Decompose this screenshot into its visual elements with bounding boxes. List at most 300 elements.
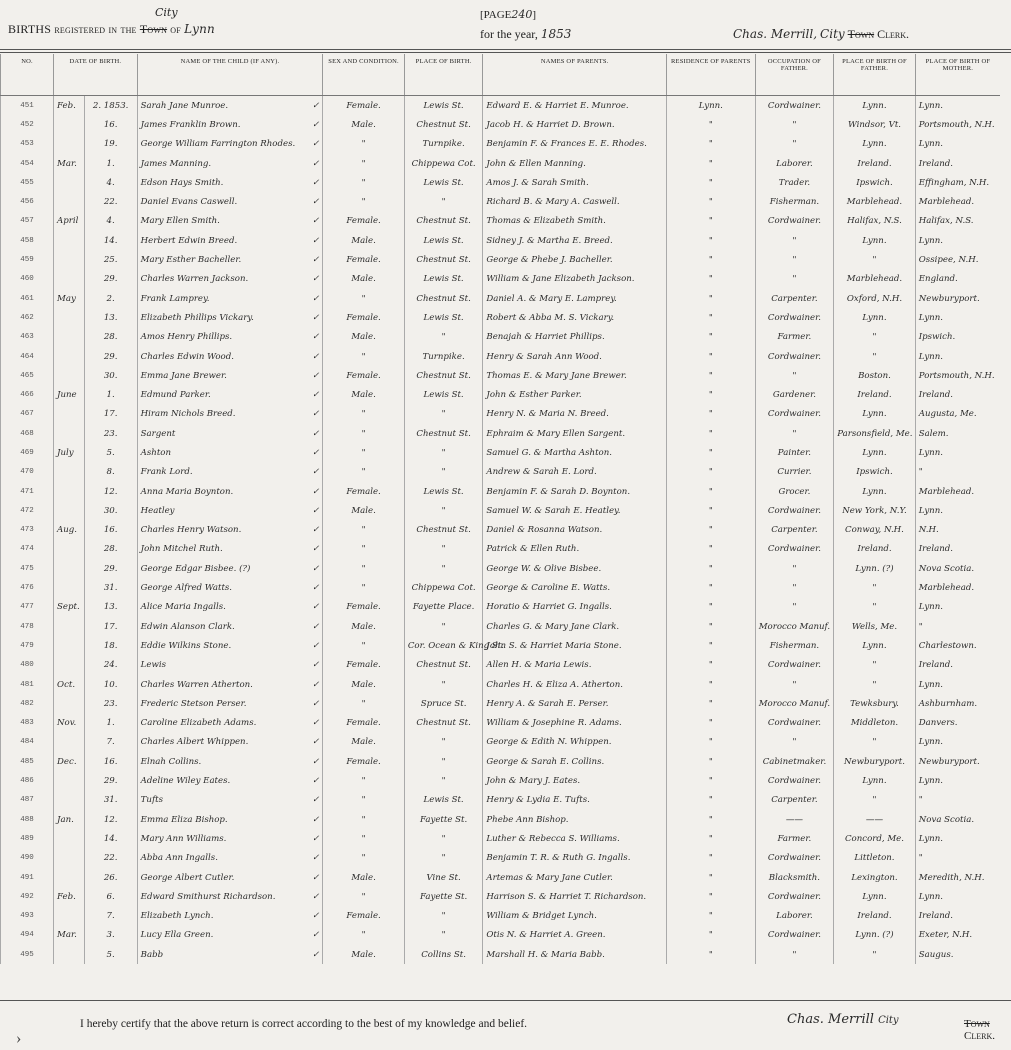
birth-day: 14. [84, 829, 137, 848]
birth-month [54, 791, 85, 810]
mother-birthplace: Lynn. [915, 308, 1000, 327]
father-birthplace: Lynn. [834, 887, 916, 906]
father-occupation: " [755, 115, 834, 134]
father-occupation: Cordwainer. [755, 501, 834, 520]
birth-month [54, 636, 85, 655]
check-mark: ✓ [312, 177, 320, 188]
birth-month [54, 250, 85, 269]
check-mark: ✓ [312, 718, 320, 729]
child-name: Elizabeth Phillips Vickary. [140, 312, 254, 323]
parents-names: Luther & Rebecca S. Williams. [483, 829, 667, 848]
birth-month [54, 906, 85, 925]
residence: " [666, 887, 755, 906]
residence: " [666, 675, 755, 694]
residence: " [666, 733, 755, 752]
mother-birthplace: Marblehead. [915, 482, 1000, 501]
child-name: Edmund Parker. [140, 390, 211, 401]
table-row [1, 443, 1001, 462]
birth-month [54, 501, 85, 520]
parents-names: Henry A. & Sarah E. Perser. [483, 694, 667, 713]
father-birthplace: Concord, Me. [834, 829, 916, 848]
parents-names: Daniel A. & Mary E. Lamprey. [483, 289, 667, 308]
child-name: Frank Lord. [140, 467, 193, 478]
father-birthplace: " [834, 791, 916, 810]
parents-names: Benajah & Harriet Phillips. [483, 328, 667, 347]
row-number: 463 [1, 328, 54, 347]
father-birthplace: Lynn. (?) [834, 559, 916, 578]
parents-names: George & Edith N. Whippen. [483, 733, 667, 752]
row-number: 458 [1, 231, 54, 250]
birth-day: 8. [84, 463, 137, 482]
col-sex: SEX AND CONDITION. [323, 54, 405, 96]
birth-month [54, 308, 85, 327]
child-name-cell [137, 733, 323, 752]
table-row [1, 347, 1001, 366]
table-row [1, 212, 1001, 231]
birth-day: 2. 1853. [84, 96, 137, 116]
sex-condition: " [323, 154, 405, 173]
father-birthplace: —— [834, 810, 916, 829]
child-name: Edson Hays Smith. [140, 177, 224, 188]
father-birthplace: Boston. [834, 366, 916, 385]
check-mark: ✓ [312, 756, 320, 767]
birth-day: 5. [84, 443, 137, 462]
row-number: 490 [1, 849, 54, 868]
mother-birthplace: Lynn. [915, 829, 1000, 848]
residence: " [666, 752, 755, 771]
mother-birthplace: Lynn. [915, 135, 1000, 154]
father-occupation: Cordwainer. [755, 849, 834, 868]
sex-condition: Male. [323, 501, 405, 520]
col-date: DATE OF BIRTH. [54, 54, 138, 96]
father-occupation: " [755, 675, 834, 694]
mother-birthplace: Ossipee, N.H. [915, 250, 1000, 269]
place-of-birth: " [404, 328, 483, 347]
father-occupation: " [755, 270, 834, 289]
child-name: George Alfred Watts. [140, 583, 233, 594]
check-mark: ✓ [312, 737, 320, 748]
residence: " [666, 849, 755, 868]
sex-condition: " [323, 829, 405, 848]
child-name-cell [137, 308, 323, 327]
child-name: Heatley [140, 505, 175, 516]
birth-day: 13. [84, 308, 137, 327]
child-name-cell [137, 791, 323, 810]
year-value: 1853 [540, 27, 572, 41]
residence: " [666, 192, 755, 211]
births-label: BIRTHS registered in the [8, 22, 137, 36]
check-mark: ✓ [312, 679, 320, 690]
father-occupation: Trader. [755, 173, 834, 192]
table-row [1, 945, 1001, 964]
child-name: Charles Warren Atherton. [140, 679, 253, 690]
mother-birthplace: Ipswich. [915, 328, 1000, 347]
birth-day: 14. [84, 231, 137, 250]
child-name: Amos Henry Phillips. [140, 332, 233, 343]
birth-day: 30. [84, 366, 137, 385]
father-birthplace: " [834, 675, 916, 694]
child-name-cell [137, 115, 323, 134]
child-name-cell [137, 945, 323, 964]
child-name: Frank Lamprey. [140, 293, 210, 304]
child-name-cell [137, 578, 323, 597]
sex-condition: Male. [323, 868, 405, 887]
page-number: 240 [511, 8, 533, 21]
parents-names: Patrick & Ellen Ruth. [483, 540, 667, 559]
child-name-cell [137, 521, 323, 540]
table-row [1, 385, 1001, 404]
place-of-birth: Lewis St. [404, 482, 483, 501]
birth-day: 13. [84, 598, 137, 617]
check-mark: ✓ [312, 833, 320, 844]
check-mark: ✓ [312, 776, 320, 787]
residence: " [666, 578, 755, 597]
parents-names: Amos J. & Sarah Smith. [483, 173, 667, 192]
birth-month [54, 135, 85, 154]
child-name-cell [137, 810, 323, 829]
birth-month [54, 617, 85, 636]
residence: " [666, 173, 755, 192]
place-of-birth: Chestnut St. [404, 521, 483, 540]
birth-day: 28. [84, 328, 137, 347]
check-mark: ✓ [312, 891, 320, 902]
residence: " [666, 250, 755, 269]
father-occupation: Currier. [755, 463, 834, 482]
birth-day: 31. [84, 791, 137, 810]
child-name-cell [137, 443, 323, 462]
table-row [1, 424, 1001, 443]
place-of-birth: " [404, 405, 483, 424]
col-place: PLACE OF BIRTH. [404, 54, 483, 96]
check-mark: ✓ [312, 505, 320, 516]
father-birthplace: " [834, 945, 916, 964]
place-of-birth: Spruce St. [404, 694, 483, 713]
birth-day: 19. [84, 135, 137, 154]
parents-names: Samuel G. & Martha Ashton. [483, 443, 667, 462]
birth-month: Sept. [54, 598, 85, 617]
sex-condition: Female. [323, 308, 405, 327]
place-of-birth: Chestnut St. [404, 289, 483, 308]
mother-birthplace: Marblehead. [915, 578, 1000, 597]
check-mark: ✓ [312, 583, 320, 594]
parents-names: Ephraim & Mary Ellen Sargent. [483, 424, 667, 443]
father-occupation: Cordwainer. [755, 308, 834, 327]
child-name-cell [137, 250, 323, 269]
check-mark: ✓ [312, 698, 320, 709]
mother-birthplace: Ireland. [915, 906, 1000, 925]
father-occupation: Cordwainer. [755, 347, 834, 366]
birth-day: 2. [84, 289, 137, 308]
parents-names: Thomas E. & Mary Jane Brewer. [483, 366, 667, 385]
mother-birthplace: " [915, 849, 1000, 868]
table-row [1, 868, 1001, 887]
residence: " [666, 868, 755, 887]
sex-condition: " [323, 636, 405, 655]
residence: " [666, 559, 755, 578]
birth-month [54, 366, 85, 385]
row-number: 461 [1, 289, 54, 308]
row-number: 465 [1, 366, 54, 385]
father-occupation: " [755, 366, 834, 385]
birth-day: 7. [84, 733, 137, 752]
father-occupation: " [755, 135, 834, 154]
birth-month [54, 463, 85, 482]
check-mark: ✓ [312, 428, 320, 439]
place-of-birth: Chestnut St. [404, 656, 483, 675]
table-row [1, 771, 1001, 790]
child-name: Alice Maria Ingalls. [140, 602, 226, 613]
table-row [1, 270, 1001, 289]
page-number-label: [PAGE240] [480, 8, 537, 21]
table-row [1, 675, 1001, 694]
child-name-cell [137, 289, 323, 308]
parents-names: George & Phebe J. Bacheller. [483, 250, 667, 269]
residence: " [666, 443, 755, 462]
row-number: 491 [1, 868, 54, 887]
child-name: Sarah Jane Munroe. [140, 100, 229, 111]
child-name: Charles Henry Watson. [140, 525, 242, 536]
top-rule-2 [0, 52, 1011, 53]
parents-names: Harrison S. & Harriet T. Richardson. [483, 887, 667, 906]
child-name-cell [137, 656, 323, 675]
birth-month [54, 115, 85, 134]
parents-names: Robert & Abba M. S. Vickary. [483, 308, 667, 327]
child-name-cell [137, 154, 323, 173]
child-name: James Manning. [140, 158, 212, 169]
row-number: 459 [1, 250, 54, 269]
row-number: 464 [1, 347, 54, 366]
residence: " [666, 636, 755, 655]
birth-day: 25. [84, 250, 137, 269]
clerk-label: Clerk. [877, 27, 909, 41]
child-name: Elnah Collins. [140, 756, 202, 767]
birth-day: 16. [84, 752, 137, 771]
place-of-birth: " [404, 771, 483, 790]
parents-names: Edward E. & Harriet E. Munroe. [483, 96, 667, 116]
birth-day: 16. [84, 115, 137, 134]
mother-birthplace: Meredith, N.H. [915, 868, 1000, 887]
certification-text: I hereby certify that the above return is correct according to the best of my knowledge and belief. [80, 1018, 528, 1030]
father-occupation: Cordwainer. [755, 926, 834, 945]
check-mark: ✓ [312, 274, 320, 285]
check-mark: ✓ [312, 100, 320, 111]
check-mark: ✓ [312, 486, 320, 497]
birth-day: 22. [84, 849, 137, 868]
check-mark: ✓ [312, 814, 320, 825]
row-number: 483 [1, 714, 54, 733]
residence: " [666, 270, 755, 289]
child-name: Mary Ellen Smith. [140, 216, 220, 227]
table-row [1, 906, 1001, 925]
clerk-town-struck: Town [847, 27, 875, 41]
sex-condition: " [323, 443, 405, 462]
bottom-rule [0, 1000, 1011, 1001]
city-inserted: City [155, 6, 178, 19]
mother-birthplace: Lynn. [915, 501, 1000, 520]
father-birthplace: Oxford, N.H. [834, 289, 916, 308]
birth-day: 1. [84, 154, 137, 173]
child-name: Caroline Elizabeth Adams. [140, 718, 257, 729]
birth-day: 17. [84, 617, 137, 636]
place-of-birth: Lewis St. [404, 791, 483, 810]
father-birthplace: Lexington. [834, 868, 916, 887]
sex-condition: " [323, 559, 405, 578]
row-number: 452 [1, 115, 54, 134]
mother-birthplace: Ireland. [915, 656, 1000, 675]
birth-month: Feb. [54, 887, 85, 906]
residence: " [666, 521, 755, 540]
child-name: Charles Warren Jackson. [140, 274, 249, 285]
child-name-cell [137, 829, 323, 848]
check-mark: ✓ [312, 370, 320, 381]
top-rule [0, 49, 1011, 50]
place-of-birth: Collins St. [404, 945, 483, 964]
parents-names: Daniel & Rosanna Watson. [483, 521, 667, 540]
child-name: James Franklin Brown. [140, 119, 241, 130]
parents-names: Henry & Sarah Ann Wood. [483, 347, 667, 366]
place-of-birth: " [404, 733, 483, 752]
father-birthplace: Halifax, N.S. [834, 212, 916, 231]
father-birthplace: Lynn. [834, 636, 916, 655]
birth-day: 3. [84, 926, 137, 945]
sex-condition: Female. [323, 366, 405, 385]
check-mark: ✓ [312, 621, 320, 632]
table-row [1, 231, 1001, 250]
row-number: 466 [1, 385, 54, 404]
row-number: 454 [1, 154, 54, 173]
place-of-birth: Lewis St. [404, 270, 483, 289]
parents-names: Richard B. & Mary A. Caswell. [483, 192, 667, 211]
father-occupation: Gardener. [755, 385, 834, 404]
row-number: 495 [1, 945, 54, 964]
father-birthplace: Ipswich. [834, 463, 916, 482]
father-birthplace: " [834, 250, 916, 269]
father-occupation: " [755, 945, 834, 964]
check-mark: ✓ [312, 235, 320, 246]
father-birthplace: Middleton. [834, 714, 916, 733]
table-row [1, 926, 1001, 945]
father-birthplace: " [834, 656, 916, 675]
sex-condition: " [323, 578, 405, 597]
col-name: NAME OF THE CHILD (IF ANY). [137, 54, 323, 96]
child-name-cell [137, 906, 323, 925]
sex-condition: " [323, 192, 405, 211]
sex-condition: Female. [323, 250, 405, 269]
father-birthplace: New York, N.Y. [834, 501, 916, 520]
parents-names: George & Caroline E. Watts. [483, 578, 667, 597]
father-birthplace: Lynn. [834, 96, 916, 116]
birth-day: 30. [84, 501, 137, 520]
sex-condition: " [323, 771, 405, 790]
parents-names: Benjamin F. & Sarah D. Boynton. [483, 482, 667, 501]
child-name-cell [137, 598, 323, 617]
parents-names: Artemas & Mary Jane Cutler. [483, 868, 667, 887]
father-birthplace: Ireland. [834, 906, 916, 925]
father-occupation: Fisherman. [755, 636, 834, 655]
residence: " [666, 906, 755, 925]
birth-day: 1. [84, 385, 137, 404]
birth-month [54, 945, 85, 964]
check-mark: ✓ [312, 351, 320, 362]
mother-birthplace: Exeter, N.H. [915, 926, 1000, 945]
parents-names: Phebe Ann Bishop. [483, 810, 667, 829]
child-name: Lewis [140, 660, 166, 671]
father-birthplace: Littleton. [834, 849, 916, 868]
birth-month [54, 424, 85, 443]
row-number: 477 [1, 598, 54, 617]
child-name: Edward Smithurst Richardson. [140, 891, 276, 902]
table-row [1, 598, 1001, 617]
place-of-birth: Chippewa Cot. [404, 578, 483, 597]
birth-month [54, 173, 85, 192]
row-number: 451 [1, 96, 54, 116]
child-name-cell [137, 173, 323, 192]
sex-condition: " [323, 791, 405, 810]
residence: " [666, 829, 755, 848]
birth-day: 29. [84, 559, 137, 578]
child-name-cell [137, 694, 323, 713]
father-birthplace: Lynn. [834, 482, 916, 501]
residence: " [666, 501, 755, 520]
father-birthplace: Lynn. [834, 405, 916, 424]
residence: " [666, 656, 755, 675]
child-name: George Albert Cutler. [140, 872, 235, 883]
child-name-cell [137, 405, 323, 424]
residence: " [666, 289, 755, 308]
mother-birthplace: Lynn. [915, 231, 1000, 250]
birth-month [54, 482, 85, 501]
row-number: 481 [1, 675, 54, 694]
father-occupation: " [755, 559, 834, 578]
sex-condition: Male. [323, 617, 405, 636]
town-struck: Town [139, 22, 168, 36]
place-of-birth: Lewis St. [404, 231, 483, 250]
parents-names: Thomas & Elizabeth Smith. [483, 212, 667, 231]
margin-mark: › [16, 1030, 22, 1047]
parents-names: John & Mary J. Eates. [483, 771, 667, 790]
father-birthplace: Marblehead. [834, 270, 916, 289]
mother-birthplace: Lynn. [915, 347, 1000, 366]
birth-month [54, 578, 85, 597]
child-name-cell [137, 192, 323, 211]
table-row [1, 656, 1001, 675]
parents-names: William & Josephine R. Adams. [483, 714, 667, 733]
row-number: 453 [1, 135, 54, 154]
table-row [1, 559, 1001, 578]
parents-names: Charles H. & Eliza A. Atherton. [483, 675, 667, 694]
row-number: 493 [1, 906, 54, 925]
header-title [8, 22, 215, 37]
birth-day: 18. [84, 636, 137, 655]
mother-birthplace: Ireland. [915, 385, 1000, 404]
mother-birthplace: Portsmouth, N.H. [915, 366, 1000, 385]
place-of-birth: Fayette St. [404, 887, 483, 906]
place-of-birth: " [404, 540, 483, 559]
birth-month [54, 771, 85, 790]
child-name: Babb [140, 949, 164, 960]
mother-birthplace: Augusta, Me. [915, 405, 1000, 424]
birth-month [54, 656, 85, 675]
father-birthplace: " [834, 347, 916, 366]
sex-condition: Male. [323, 733, 405, 752]
table-row [1, 366, 1001, 385]
mother-birthplace: Ireland. [915, 154, 1000, 173]
birth-month [54, 694, 85, 713]
mother-birthplace: Lynn. [915, 96, 1000, 116]
table-row [1, 328, 1001, 347]
father-birthplace: Lynn. [834, 231, 916, 250]
clerk-header [733, 27, 909, 42]
